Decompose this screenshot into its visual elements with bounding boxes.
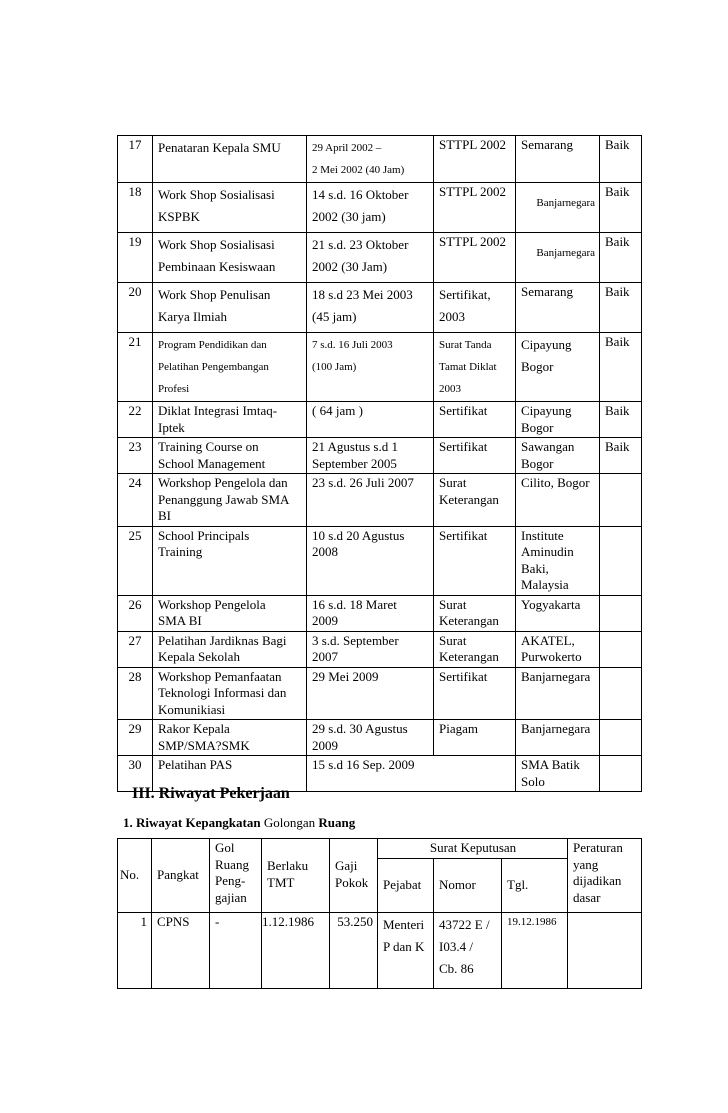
header-pangkat: Pangkat <box>152 839 210 913</box>
training-date: 15 s.d 16 Sep. 2009 <box>307 756 516 792</box>
table-row <box>118 183 642 233</box>
training-result: Baik <box>600 136 642 183</box>
training-certificate: Surat Keterangan <box>434 631 516 667</box>
training-date: ( 64 jam ) <box>307 402 434 438</box>
training-date: 21 Agustus s.d 1 September 2005 <box>307 438 434 474</box>
training-certificate: Sertifikat, 2003 <box>434 283 516 333</box>
table-row <box>118 333 642 402</box>
training-date: 10 s.d 20 Agustus 2008 <box>307 526 434 595</box>
header-berlaku: Berlaku TMT <box>262 839 330 913</box>
rank-gaji: 53.250 <box>330 913 378 989</box>
training-name: Pelatihan PAS <box>153 756 307 792</box>
training-table <box>117 135 642 792</box>
rank-nomor: 43722 E / I03.4 / Cb. 86 <box>434 913 502 989</box>
rank-gol: - <box>210 913 262 989</box>
training-certificate: Sertifikat <box>434 526 516 595</box>
training-result: Baik <box>600 283 642 333</box>
table-row <box>118 402 642 438</box>
training-date: 29 April 2002 – 2 Mei 2002 (40 Jam) <box>307 136 434 183</box>
header-pejabat: Pejabat <box>378 859 434 913</box>
training-place: Sawangan Bogor <box>516 438 600 474</box>
training-name: Workshop Pemanfaatan Teknologi Informasi dan Komunikiasi <box>153 667 307 720</box>
training-certificate: STTPL 2002 <box>434 183 516 233</box>
header-gaji: Gaji Pokok <box>330 839 378 913</box>
training-date: 3 s.d. September 2007 <box>307 631 434 667</box>
row-number: 17 <box>118 136 153 183</box>
subtitle-plain-part: Golongan <box>260 815 319 830</box>
row-number: 24 <box>118 474 153 527</box>
training-place: SMA Batik Solo <box>516 756 600 792</box>
table-row <box>118 136 642 183</box>
row-number: 20 <box>118 283 153 333</box>
table-row <box>118 720 642 756</box>
row-number: 22 <box>118 402 153 438</box>
training-certificate: Sertifikat <box>434 438 516 474</box>
training-date: 21 s.d. 23 Oktober 2002 (30 Jam) <box>307 233 434 283</box>
rank-peraturan <box>568 913 642 989</box>
training-place: Banjarnegara <box>516 720 600 756</box>
training-certificate: STTPL 2002 <box>434 233 516 283</box>
row-number: 28 <box>118 667 153 720</box>
header-row <box>118 839 642 859</box>
row-number: 18 <box>118 183 153 233</box>
training-certificate: Sertifikat <box>434 667 516 720</box>
table-row <box>118 474 642 527</box>
header-peraturan: Peraturan yang dijadikan dasar <box>568 839 642 913</box>
header-gol: Gol Ruang Peng- gajian <box>210 839 262 913</box>
training-name: School Principals Training <box>153 526 307 595</box>
subtitle-bold-part: 1. Riwayat Kepangkatan <box>123 815 261 830</box>
rank-berlaku: 1.12.1986 <box>262 913 330 989</box>
training-place: AKATEL, Purwokerto <box>516 631 600 667</box>
training-result: Baik <box>600 183 642 233</box>
training-date: 29 Mei 2009 <box>307 667 434 720</box>
training-certificate: Piagam <box>434 720 516 756</box>
training-result <box>600 720 642 756</box>
training-result <box>600 526 642 595</box>
training-name: Program Pendidikan dan Pelatihan Pengembangan Profesi <box>153 333 307 402</box>
table-row <box>118 526 642 595</box>
training-result <box>600 631 642 667</box>
training-date: 14 s.d. 16 Oktober 2002 (30 jam) <box>307 183 434 233</box>
subtitle-bold-part-2: Ruang <box>318 815 356 830</box>
training-name: Training Course on School Management <box>153 438 307 474</box>
rank-table-body <box>118 913 642 989</box>
training-name: Work Shop Sosialisasi KSPBK <box>153 183 307 233</box>
rank-tgl: 19.12.1986 <box>502 913 568 989</box>
training-name: Workshop Pengelola SMA BI <box>153 595 307 631</box>
training-result <box>600 756 642 792</box>
rank-pejabat: Menteri P dan K <box>378 913 434 989</box>
training-place: Cilito, Bogor <box>516 474 600 527</box>
table-row <box>118 913 642 989</box>
training-result: Baik <box>600 438 642 474</box>
table-row <box>118 595 642 631</box>
training-place: Banjarnegara <box>516 233 600 283</box>
training-date: 7 s.d. 16 Juli 2003 (100 Jam) <box>307 333 434 402</box>
header-tgl: Tgl. <box>502 859 568 913</box>
training-result: Baik <box>600 402 642 438</box>
table-row <box>118 631 642 667</box>
row-number: 23 <box>118 438 153 474</box>
header-surat-keputusan: Surat Keputusan <box>378 839 568 859</box>
training-result <box>600 667 642 720</box>
rank-table-head <box>118 839 642 913</box>
training-result: Baik <box>600 233 642 283</box>
training-place: Cipayung Bogor <box>516 402 600 438</box>
training-name: Rakor Kepala SMP/SMA?SMK <box>153 720 307 756</box>
training-place: Banjarnegara <box>516 183 600 233</box>
training-place: Yogyakarta <box>516 595 600 631</box>
training-name: Work Shop Sosialisasi Pembinaan Kesiswaan <box>153 233 307 283</box>
row-number: 29 <box>118 720 153 756</box>
row-number: 27 <box>118 631 153 667</box>
header-nomor: Nomor <box>434 859 502 913</box>
training-place: Semarang <box>516 283 600 333</box>
training-date: 23 s.d. 26 Juli 2007 <box>307 474 434 527</box>
row-number: 25 <box>118 526 153 595</box>
training-result <box>600 595 642 631</box>
section-title: III. Riwayat Pekerjaan <box>132 785 290 802</box>
training-certificate: Surat Tanda Tamat Diklat 2003 <box>434 333 516 402</box>
training-name: Penataran Kepala SMU <box>153 136 307 183</box>
rank-pangkat: CPNS <box>152 913 210 989</box>
training-name: Workshop Pengelola dan Penanggung Jawab SMA BI <box>153 474 307 527</box>
table-row <box>118 233 642 283</box>
training-place: Semarang <box>516 136 600 183</box>
training-name: Pelatihan Jardiknas Bagi Kepala Sekolah <box>153 631 307 667</box>
training-certificate: Sertifikat <box>434 402 516 438</box>
training-date: 16 s.d. 18 Maret 2009 <box>307 595 434 631</box>
training-certificate: STTPL 2002 <box>434 136 516 183</box>
row-number: 1 <box>118 913 152 989</box>
row-number: 30 <box>118 756 153 792</box>
header-no: No. <box>118 839 152 913</box>
training-table-body <box>118 136 642 792</box>
row-number: 21 <box>118 333 153 402</box>
table-row <box>118 438 642 474</box>
training-certificate: Surat Keterangan <box>434 474 516 527</box>
table-row <box>118 283 642 333</box>
row-number: 26 <box>118 595 153 631</box>
row-number: 19 <box>118 233 153 283</box>
training-result: Baik <box>600 333 642 402</box>
rank-table <box>117 838 642 989</box>
training-place: Banjarnegara <box>516 667 600 720</box>
training-date: 29 s.d. 30 Agustus 2009 <box>307 720 434 756</box>
training-result <box>600 474 642 527</box>
training-date: 18 s.d 23 Mei 2003 (45 jam) <box>307 283 434 333</box>
training-place: Cipayung Bogor <box>516 333 600 402</box>
training-place: Institute Aminudin Baki, Malaysia <box>516 526 600 595</box>
training-certificate: Surat Keterangan <box>434 595 516 631</box>
table-row <box>118 667 642 720</box>
training-name: Diklat Integrasi Imtaq- Iptek <box>153 402 307 438</box>
training-name: Work Shop Penulisan Karya Ilmiah <box>153 283 307 333</box>
section-subtitle <box>123 815 355 831</box>
